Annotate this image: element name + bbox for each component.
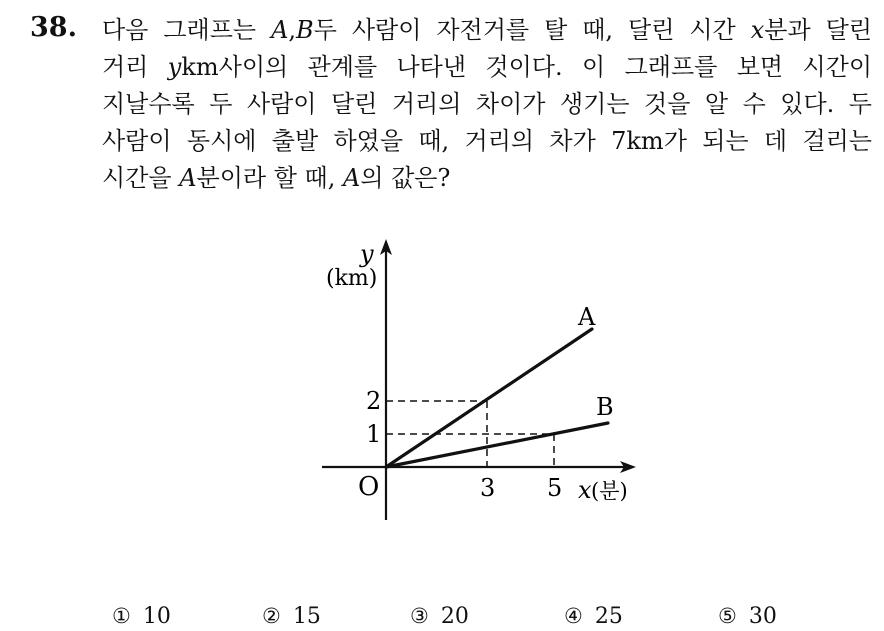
y-axis-unit: (km) (326, 266, 378, 291)
x-axis-unit: (분) (591, 479, 628, 503)
problem-line (102, 12, 872, 49)
math-variable: A (271, 16, 289, 44)
text-segment: 거리 (102, 53, 168, 81)
text-segment: 지날수록 두 사람이 달린 거리의 차이가 생기는 것을 알 수 있다. 두 (102, 90, 872, 118)
math-variable: A (342, 164, 361, 192)
choice-value: 10 (142, 604, 171, 629)
text-segment: 의 값은? (360, 164, 451, 192)
text-segment: 분이라 할 때, (196, 164, 343, 192)
text-segment: 분과 달린 (764, 16, 872, 44)
choice-number: ① (112, 604, 131, 628)
line-a-label: A (578, 303, 596, 331)
x-tick-5: 5 (547, 474, 563, 502)
text-segment: 다음 그래프는 (102, 16, 272, 44)
problem-line (102, 123, 872, 160)
choice-value: 30 (748, 604, 777, 629)
origin-label: O (358, 472, 380, 502)
choice-number: ② (262, 604, 281, 628)
x-axis-variable: x (578, 476, 592, 504)
text-segment: 시간을 (102, 164, 180, 192)
distance-time-graph (300, 225, 660, 525)
problem-number: 38. (30, 12, 77, 43)
choice-number: ⑤ (718, 604, 737, 628)
text-segment: km사이의 관계를 나타낸 것이다. 이 그래프를 보면 시간이 (181, 53, 872, 81)
choice-value: 15 (292, 604, 321, 629)
choice-number: ③ (410, 604, 429, 628)
text-segment: 두 사람이 자전거를 탈 때, 달린 시간 (313, 16, 751, 44)
choice-value: 20 (440, 604, 469, 629)
y-tick-1: 1 (366, 420, 382, 448)
math-variable: y (167, 53, 182, 81)
math-variable: B (296, 16, 314, 44)
problem-line (102, 49, 872, 86)
math-variable: x (750, 16, 765, 44)
choice-value: 25 (594, 604, 623, 629)
text-segment: 사람이 동시에 출발 하였을 때, 거리의 차가 7km가 되는 데 걸리는 (102, 127, 872, 155)
line-b-label: B (596, 393, 614, 421)
problem-line (102, 86, 872, 123)
x-tick-3: 3 (480, 474, 496, 502)
math-variable: A (179, 164, 197, 192)
choice-5[interactable] (718, 604, 777, 629)
problem-line (102, 160, 872, 197)
choice-2[interactable] (262, 604, 321, 629)
problem-text (102, 12, 872, 197)
choice-1[interactable] (112, 604, 171, 629)
y-axis-variable: y (360, 240, 374, 268)
choice-number: ④ (564, 604, 583, 628)
y-tick-2: 2 (366, 387, 382, 415)
text-segment: , (288, 16, 297, 44)
choice-4[interactable] (564, 604, 623, 629)
choice-3[interactable] (410, 604, 469, 629)
